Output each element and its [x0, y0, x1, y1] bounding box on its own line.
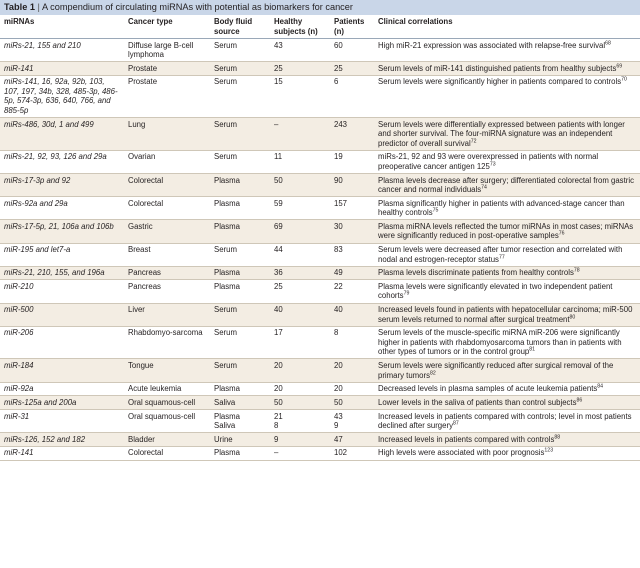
cell-patients-text: 40: [334, 305, 343, 315]
cell-cancer-type-text: Oral squamous-cell: [128, 411, 196, 421]
cell-mirna: [0, 382, 124, 396]
cell-cancer-type-text: Pancreas: [128, 281, 161, 291]
cell-cancer-type-text: Lung: [128, 119, 146, 129]
cell-healthy: [270, 118, 330, 151]
cell-patients: [330, 303, 374, 326]
cell-patients: [330, 243, 374, 266]
cell-patients-text: 83: [334, 245, 343, 255]
header-mirnas: miRNAs: [4, 17, 35, 26]
reference-number: 79: [403, 290, 410, 297]
cell-mirna: [0, 280, 124, 303]
cell-patients: [330, 62, 374, 76]
cell-mirna-text: miRs-17-3p and 92: [4, 175, 71, 185]
cell-patients: [330, 220, 374, 243]
cell-body-fluid: [210, 433, 270, 447]
cell-body-fluid-text: Serum: [214, 305, 237, 315]
table-row: [0, 266, 640, 280]
cell-healthy: [270, 197, 330, 220]
header-row: [0, 15, 640, 39]
cell-body-fluid: [210, 243, 270, 266]
table-row: [0, 446, 640, 460]
cell-clinical-text: Serum levels were decreased after tumor resection and correlated with nodal and estrogen-receptor status: [378, 245, 623, 264]
cell-mirna-text: miRs-126, 152 and 182: [4, 434, 86, 444]
cell-cancer-type-text: Rhabdomyo-sarcoma: [128, 328, 203, 338]
reference-number: 78: [573, 267, 580, 274]
cell-cancer-type: [124, 243, 210, 266]
table-body: [0, 39, 640, 461]
cell-clinical: [374, 446, 640, 460]
cell-mirna-text: miRs-486, 30d, 1 and 499: [4, 119, 94, 129]
table-row: [0, 39, 640, 62]
cell-body-fluid-text: Plasma Saliva: [214, 411, 240, 431]
table-row: [0, 433, 640, 447]
cell-clinical: [374, 280, 640, 303]
cell-mirna-text: miR-92a: [4, 384, 34, 394]
table-row: [0, 396, 640, 410]
cell-healthy-text: 43: [274, 40, 283, 50]
cell-cancer-type-text: Oral squamous-cell: [128, 397, 196, 407]
cell-healthy: [270, 39, 330, 62]
cell-body-fluid: [210, 303, 270, 326]
cell-clinical-text: Plasma levels discriminate patients from healthy controls: [378, 268, 574, 278]
cell-clinical: [374, 326, 640, 359]
cell-cancer-type-text: Ovarian: [128, 152, 156, 162]
cell-clinical-text: Plasma levels decrease after surgery; differentiated colorectal from gastric cancer and normal individuals: [378, 175, 634, 195]
cell-healthy: [270, 75, 330, 117]
cell-healthy-text: 36: [274, 268, 283, 278]
header-body-fluid: Body fluid source: [214, 17, 253, 36]
reference-number: 76: [558, 230, 565, 237]
cell-body-fluid: [210, 410, 270, 433]
cell-patients: [330, 446, 374, 460]
cell-mirna: [0, 446, 124, 460]
cell-body-fluid: [210, 396, 270, 410]
cell-cancer-type-text: Colorectal: [128, 198, 164, 208]
cell-mirna-text: miRs-92a and 29a: [4, 198, 68, 208]
cell-mirna: [0, 359, 124, 382]
reference-number: 74: [481, 184, 487, 191]
cell-patients-text: 22: [334, 281, 343, 291]
cell-body-fluid-text: Plasma: [214, 198, 240, 208]
cell-clinical: [374, 382, 640, 396]
cell-cancer-type: [124, 280, 210, 303]
table-row: [0, 382, 640, 396]
cell-mirna: [0, 39, 124, 62]
cell-mirna: [0, 410, 124, 433]
cell-body-fluid-text: Plasma: [214, 384, 240, 394]
cell-cancer-type: [124, 39, 210, 62]
header-cancer-type: Cancer type: [128, 17, 173, 26]
cell-healthy-text: 25: [274, 63, 283, 73]
cell-cancer-type: [124, 446, 210, 460]
table-row: [0, 118, 640, 151]
cell-mirna: [0, 220, 124, 243]
reference-number: 75: [432, 207, 439, 214]
cell-body-fluid-text: Serum: [214, 63, 237, 73]
cell-healthy-text: 17: [274, 328, 283, 338]
cell-body-fluid-text: Serum: [214, 361, 237, 371]
cell-clinical-text: Serum levels were differentially expressed between patients with longer and shorter survival. The four-miRNA signature was an independent predictor of overall survival: [378, 119, 625, 148]
cell-mirna-text: miRs-17-5p, 21, 106a and 106b: [4, 221, 114, 231]
cell-healthy-text: 20: [274, 384, 283, 394]
cell-patients-text: 157: [334, 198, 348, 208]
cell-patients-text: 20: [334, 361, 343, 371]
cell-clinical: [374, 220, 640, 243]
cell-cancer-type: [124, 433, 210, 447]
reference-number: 77: [498, 254, 505, 260]
cell-clinical: [374, 266, 640, 280]
cell-clinical: [374, 197, 640, 220]
cell-mirna: [0, 266, 124, 280]
table-row: [0, 75, 640, 117]
cell-clinical: [374, 303, 640, 326]
cell-cancer-type-text: Pancreas: [128, 268, 161, 278]
cell-healthy: [270, 359, 330, 382]
cell-healthy: [270, 173, 330, 196]
table-row: [0, 303, 640, 326]
reference-number: 72: [470, 138, 477, 145]
cell-mirna-text: miR-31: [4, 411, 30, 421]
cell-clinical-text: Serum levels were significantly reduced after surgical removal of the primary tumors: [378, 361, 614, 380]
cell-patients-text: 102: [334, 448, 348, 458]
cell-patients: [330, 39, 374, 62]
cell-patients-text: 243: [334, 119, 348, 129]
cell-mirna: [0, 173, 124, 196]
cell-cancer-type: [124, 303, 210, 326]
reference-number: 81: [529, 346, 536, 353]
cell-clinical: [374, 396, 640, 410]
cell-healthy-text: –: [274, 119, 279, 129]
cell-clinical-text: miRs-21, 92 and 93 were overexpressed in patients with normal preoperative cancer antigen 125: [378, 152, 599, 171]
cell-clinical-text: Decreased levels in plasma samples of acute leukemia patients: [378, 384, 598, 394]
cell-mirna: [0, 243, 124, 266]
cell-patients: [330, 173, 374, 196]
cell-body-fluid-text: Serum: [214, 328, 237, 338]
cell-body-fluid: [210, 118, 270, 151]
reference-number: 70: [621, 76, 627, 83]
cell-mirna: [0, 396, 124, 410]
cell-clinical-text: Serum levels of the muscle-specific miRNA miR-206 were significantly higher in patients with rhabdomyosarcoma tumors than in patients with other types of tumors or in the control group: [378, 328, 622, 357]
table-row: [0, 150, 640, 173]
cell-healthy-text: 15: [274, 77, 283, 87]
cell-mirna: [0, 150, 124, 173]
header-healthy: Healthy subjects (n): [274, 17, 318, 36]
cell-mirna: [0, 75, 124, 117]
cell-healthy: [270, 382, 330, 396]
cell-healthy: [270, 303, 330, 326]
cell-cancer-type-text: Colorectal: [128, 448, 164, 458]
cell-mirna: [0, 433, 124, 447]
cell-clinical-text: Increased levels in patients compared with controls: [378, 434, 555, 444]
cell-healthy: [270, 326, 330, 359]
reference-number: 123: [544, 447, 554, 454]
cell-mirna: [0, 118, 124, 151]
cell-cancer-type: [124, 410, 210, 433]
cell-mirna: [0, 326, 124, 359]
cell-cancer-type: [124, 75, 210, 117]
cell-body-fluid: [210, 173, 270, 196]
cell-mirna-text: miRs-21, 210, 155, and 196a: [4, 268, 105, 278]
cell-clinical-text: Plasma miRNA levels reflected the tumor miRNAs in most cases; miRNAs were significantly reduced in post-operative samples: [378, 221, 634, 241]
cell-body-fluid-text: Plasma: [214, 448, 240, 458]
cell-patients-text: 50: [334, 397, 343, 407]
cell-body-fluid-text: Serum: [214, 40, 237, 50]
cell-cancer-type: [124, 197, 210, 220]
reference-number: 87: [452, 420, 459, 427]
cell-patients: [330, 150, 374, 173]
table-row: [0, 280, 640, 303]
cell-cancer-type: [124, 266, 210, 280]
cell-clinical: [374, 243, 640, 266]
cell-mirna-text: miR-500: [4, 305, 34, 315]
table-row: [0, 410, 640, 433]
cell-healthy-text: 21 8: [274, 411, 283, 431]
cell-patients: [330, 197, 374, 220]
cell-cancer-type-text: Diffuse large B-cell lymphoma: [128, 40, 194, 60]
cell-cancer-type-text: Prostate: [128, 63, 158, 73]
cell-cancer-type: [124, 359, 210, 382]
reference-number: 88: [554, 434, 561, 441]
cell-body-fluid: [210, 150, 270, 173]
cell-mirna: [0, 62, 124, 76]
cell-patients: [330, 280, 374, 303]
cell-healthy-text: 50: [274, 397, 283, 407]
cell-healthy-text: 11: [274, 152, 283, 162]
cell-healthy-text: 9: [274, 434, 279, 444]
cell-body-fluid-text: Plasma: [214, 268, 240, 278]
cell-patients-text: 49: [334, 268, 343, 278]
cell-patients: [330, 118, 374, 151]
cell-patients-text: 8: [334, 328, 339, 338]
cell-body-fluid: [210, 75, 270, 117]
table-row: [0, 173, 640, 196]
cell-clinical-text: Serum levels of miR-141 distinguished patients from healthy subjects: [378, 63, 617, 73]
cell-clinical: [374, 118, 640, 151]
cell-clinical-text: Plasma significantly higher in patients with advanced-stage cancer than healthy controls: [378, 198, 625, 218]
cell-cancer-type-text: Acute leukemia: [128, 384, 182, 394]
table-row: [0, 243, 640, 266]
cell-clinical-text: High levels were associated with poor prognosis: [378, 448, 545, 458]
reference-number: 80: [569, 314, 576, 321]
cell-clinical: [374, 62, 640, 76]
cell-mirna-text: miR-141: [4, 448, 34, 458]
reference-number: 68: [605, 40, 611, 46]
table-row: [0, 62, 640, 76]
cell-healthy: [270, 150, 330, 173]
cell-mirna: [0, 303, 124, 326]
table-row: [0, 220, 640, 243]
cell-mirna-text: miR-184: [4, 361, 34, 371]
cell-clinical: [374, 173, 640, 196]
cell-healthy: [270, 243, 330, 266]
cell-healthy: [270, 62, 330, 76]
cell-patients: [330, 382, 374, 396]
cell-mirna-text: miR-206: [4, 328, 34, 338]
cell-patients: [330, 410, 374, 433]
cell-body-fluid-text: Plasma: [214, 221, 240, 231]
header-clinical: Clinical correlations: [378, 17, 453, 26]
cell-body-fluid: [210, 359, 270, 382]
cell-clinical: [374, 75, 640, 117]
cell-patients-text: 19: [334, 152, 343, 162]
table-row: [0, 197, 640, 220]
cell-healthy: [270, 446, 330, 460]
cell-body-fluid: [210, 62, 270, 76]
cell-mirna-text: miRs-125a and 200a: [4, 397, 77, 407]
cell-body-fluid: [210, 266, 270, 280]
cell-patients-text: 60: [334, 40, 343, 50]
cell-patients: [330, 433, 374, 447]
cell-clinical-text: Increased levels found in patients with hepatocellular carcinoma; miR-500 serum levels returned to normal after surgical treatment: [378, 305, 633, 324]
reference-number: 84: [597, 383, 604, 390]
cell-patients: [330, 266, 374, 280]
cell-healthy: [270, 433, 330, 447]
cell-mirna-text: miRs-141, 16, 92a, 92b, 103, 107, 197, 34b, 328, 485-3p, 486-5p, 574-3p, 636, 640, 766, and 885-5p: [4, 77, 118, 115]
cell-cancer-type: [124, 326, 210, 359]
cell-cancer-type: [124, 118, 210, 151]
table-title: A compendium of circulating miRNAs with potential as biomarkers for cancer: [41, 2, 353, 12]
cell-clinical: [374, 39, 640, 62]
cell-cancer-type: [124, 396, 210, 410]
cell-clinical-text: Plasma levels were significantly elevated in two independent patient cohorts: [378, 281, 613, 301]
cell-body-fluid: [210, 197, 270, 220]
cell-healthy-text: 44: [274, 245, 283, 255]
cell-patients-text: 20: [334, 384, 343, 394]
cell-mirna-text: miR-195 and let7-a: [4, 245, 71, 255]
cell-patients-text: 90: [334, 175, 343, 185]
cell-healthy-text: 40: [274, 305, 283, 315]
header-patients: Patients (n): [334, 17, 365, 36]
cell-patients: [330, 396, 374, 410]
cell-cancer-type: [124, 150, 210, 173]
cell-mirna-text: miRs-21, 92, 93, 126 and 29a: [4, 152, 107, 162]
cell-mirna: [0, 197, 124, 220]
cell-clinical: [374, 150, 640, 173]
caption-separator: |: [34, 2, 42, 12]
cell-clinical-text: High miR-21 expression was associated with relapse-free survival: [378, 40, 606, 50]
cell-cancer-type-text: Tongue: [128, 361, 154, 371]
cell-body-fluid: [210, 446, 270, 460]
table-caption: [0, 0, 640, 15]
cell-cancer-type: [124, 220, 210, 243]
cell-healthy: [270, 220, 330, 243]
cell-healthy: [270, 266, 330, 280]
cell-body-fluid-text: Plasma: [214, 175, 240, 185]
cell-cancer-type-text: Gastric: [128, 221, 153, 231]
cell-body-fluid-text: Urine: [214, 434, 233, 444]
cell-clinical: [374, 410, 640, 433]
cell-mirna-text: miR-141: [4, 63, 34, 73]
reference-number: 69: [616, 63, 623, 70]
cell-cancer-type: [124, 62, 210, 76]
cell-patients-text: 30: [334, 221, 343, 231]
cell-healthy-text: –: [274, 448, 279, 458]
cell-healthy-text: 50: [274, 175, 283, 185]
cell-healthy-text: 25: [274, 281, 283, 291]
reference-number: 73: [489, 161, 496, 168]
cell-patients: [330, 75, 374, 117]
cell-body-fluid-text: Saliva: [214, 397, 236, 407]
cell-healthy-text: 20: [274, 361, 283, 371]
cell-healthy-text: 59: [274, 198, 283, 208]
cell-cancer-type-text: Liver: [128, 305, 145, 315]
cell-cancer-type-text: Colorectal: [128, 175, 164, 185]
cell-body-fluid-text: Serum: [214, 245, 237, 255]
cell-healthy: [270, 280, 330, 303]
cell-patients-text: 43 9: [334, 411, 343, 431]
table-row: [0, 359, 640, 382]
cell-body-fluid: [210, 39, 270, 62]
reference-number: 86: [576, 397, 583, 404]
cell-clinical: [374, 433, 640, 447]
cell-cancer-type-text: Breast: [128, 245, 151, 255]
cell-cancer-type-text: Prostate: [128, 77, 158, 87]
table-label: Table 1: [4, 2, 35, 12]
cell-healthy: [270, 396, 330, 410]
cell-mirna-text: miRs-21, 155 and 210: [4, 40, 81, 50]
biomarker-table: [0, 15, 640, 461]
cell-clinical-text: Serum levels were significantly higher in patients compared to controls: [378, 77, 622, 87]
cell-cancer-type: [124, 382, 210, 396]
cell-body-fluid-text: Plasma: [214, 281, 240, 291]
cell-body-fluid: [210, 382, 270, 396]
cell-healthy-text: 69: [274, 221, 283, 231]
cell-body-fluid: [210, 326, 270, 359]
cell-body-fluid: [210, 280, 270, 303]
cell-cancer-type: [124, 173, 210, 196]
cell-clinical-text: Lower levels in the saliva of patients than control subjects: [378, 397, 577, 407]
cell-patients-text: 25: [334, 63, 343, 73]
reference-number: 82: [430, 369, 436, 376]
cell-healthy: [270, 410, 330, 433]
cell-clinical-text: Increased levels in patients compared with controls; level in most patients declined after surgery: [378, 411, 632, 431]
cell-mirna-text: miR-210: [4, 281, 34, 291]
cell-patients: [330, 359, 374, 382]
table-row: [0, 326, 640, 359]
cell-body-fluid-text: Serum: [214, 152, 237, 162]
cell-clinical: [374, 359, 640, 382]
cell-body-fluid-text: Serum: [214, 77, 237, 87]
cell-body-fluid-text: Serum: [214, 119, 237, 129]
cell-patients-text: 47: [334, 434, 343, 444]
cell-patients: [330, 326, 374, 359]
cell-patients-text: 6: [334, 77, 339, 87]
cell-body-fluid: [210, 220, 270, 243]
cell-cancer-type-text: Bladder: [128, 434, 155, 444]
